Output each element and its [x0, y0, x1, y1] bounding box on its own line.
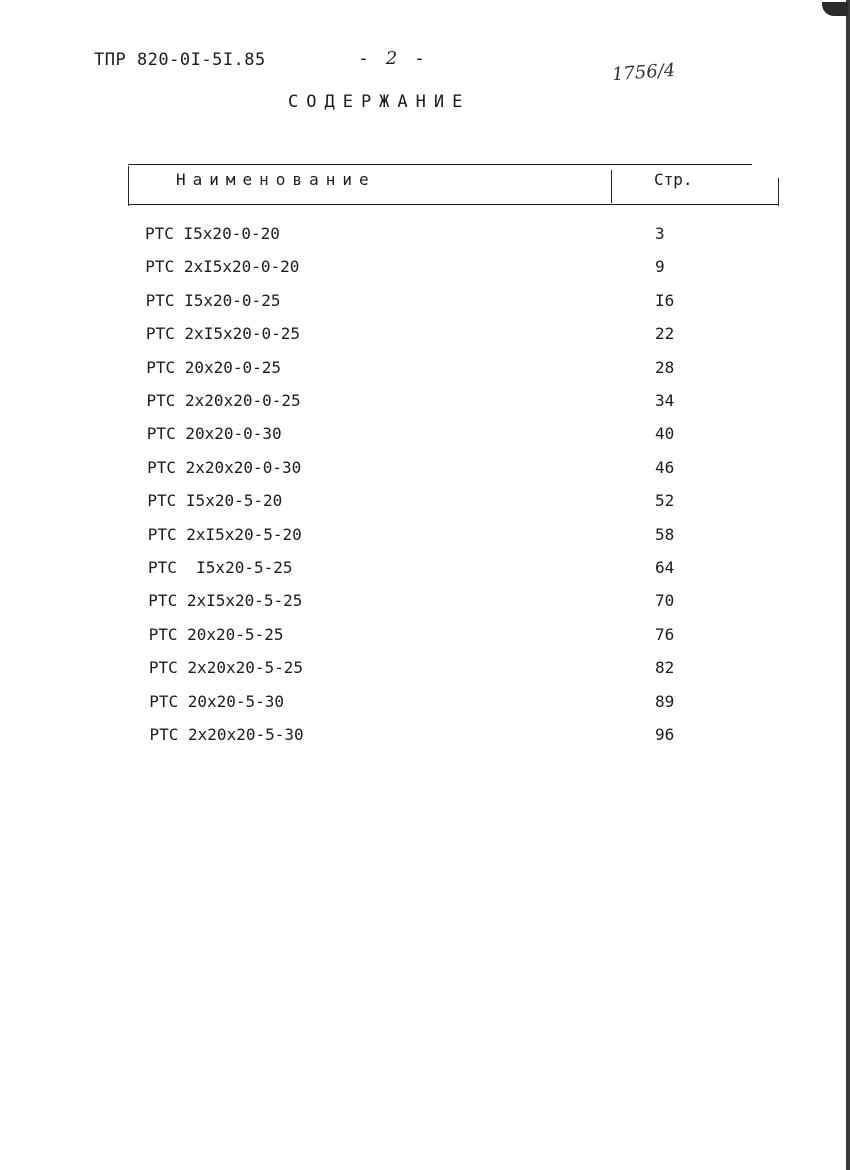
table-header-right-border [778, 178, 779, 206]
page-title: СОДЕРЖАНИЕ [288, 92, 471, 112]
table-header-bottom-border [128, 204, 779, 205]
row-name: РТС 20х20-0-30 [146, 424, 282, 444]
row-page: 52 [655, 491, 675, 511]
row-page: 96 [655, 725, 675, 744]
row-name: РТС I5х20-0-25 [145, 290, 281, 310]
table-row [0, 257, 850, 290]
table-row [0, 224, 850, 257]
row-name: РТС 2х20х20-5-25 [148, 658, 304, 678]
table-row [0, 591, 850, 624]
row-name: РТС 2хI5х20-0-25 [145, 324, 301, 344]
row-name: РТС 2х20х20-0-30 [147, 457, 302, 477]
row-page: 22 [655, 324, 675, 344]
table-header-top-border [128, 164, 752, 165]
row-page: 76 [655, 624, 675, 644]
row-name: РТС 2хI5х20-5-20 [147, 524, 302, 544]
row-page: 46 [655, 457, 675, 477]
row-page: 34 [655, 391, 675, 410]
row-name: РТС 2х20х20-5-30 [149, 725, 304, 744]
row-name: РТС 20х20-5-30 [149, 691, 285, 711]
table-row [0, 424, 850, 457]
row-name: РТС 2хI5х20-0-20 [145, 257, 300, 277]
row-page: 89 [655, 691, 675, 711]
row-page: 9 [655, 257, 665, 277]
row-page: 40 [655, 424, 675, 444]
row-page: 82 [655, 658, 675, 678]
table-row [0, 658, 850, 691]
column-header-name: Наименование [176, 170, 376, 189]
table-row [0, 558, 850, 591]
row-page: 64 [655, 558, 675, 577]
table-row [0, 358, 850, 391]
table-row [0, 291, 850, 324]
table-row [0, 324, 850, 357]
page-number-dash-right: - [400, 48, 428, 69]
table-row [0, 692, 850, 725]
column-header-page: Стр. [654, 170, 693, 189]
page-number-dash-left: - [358, 48, 386, 69]
row-name: РТС I5х20-5-25 [148, 558, 293, 577]
table-row [0, 491, 850, 524]
table-row [0, 391, 850, 424]
table-header-left-border [128, 166, 129, 206]
row-name: РТС I5х20-5-20 [147, 491, 283, 511]
row-name: РТС 2хI5х20-5-25 [148, 591, 303, 611]
page-number-value: 2 [385, 48, 401, 69]
table-row [0, 625, 850, 658]
row-page: 58 [655, 524, 675, 544]
row-page: 70 [655, 591, 675, 611]
page-number [358, 48, 428, 69]
handwritten-note: 1756/4 [611, 59, 676, 86]
table-header-divider [611, 170, 612, 203]
document-code: ТПР 820-0I-5I.85 [94, 50, 266, 70]
row-name: РТС 2х20х20-0-25 [146, 391, 301, 410]
table-row [0, 725, 850, 758]
table-row [0, 525, 850, 558]
row-page: 3 [655, 224, 665, 243]
row-page: I6 [655, 290, 675, 310]
row-name: РТС 20х20-5-25 [148, 624, 284, 644]
scan-corner-mark [822, 2, 848, 16]
row-name: РТС I5х20-0-20 [145, 224, 280, 243]
row-page: 28 [655, 357, 675, 377]
row-name: РТС 20х20-0-25 [146, 357, 282, 377]
table-row [0, 458, 850, 491]
